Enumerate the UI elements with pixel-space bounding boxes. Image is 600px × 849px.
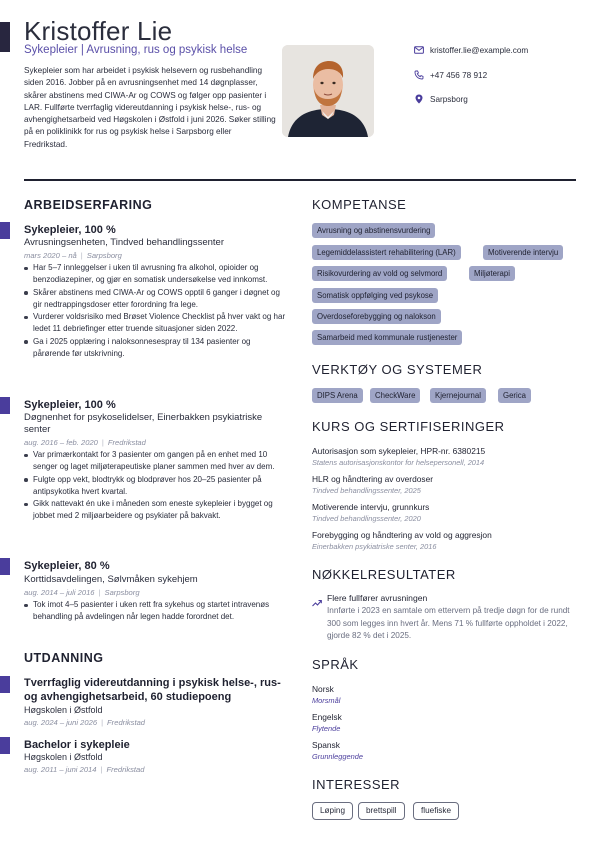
job-bullet: Har 5–7 innleggelser i uken til avrusning fra alkohol, opioider og benzodiazepiner, og gjør en somatisk undersøkelse ved innkomst. [24, 262, 286, 287]
section-title-education: UTDANNING [24, 651, 104, 665]
job-bullet: Tok imot 4–5 pasienter i uken rett fra sykehus og startet intravenøs behandling på avdelingen når legen hadde forordnet det. [24, 599, 286, 624]
interest-tag: fluefiske [413, 802, 459, 820]
education-location: Fredrikstad [107, 718, 146, 727]
trend-up-icon [312, 594, 322, 612]
job-meta: aug. 2016 – feb. 2020 | Fredrikstad [24, 438, 146, 447]
job-dates: aug. 2016 – feb. 2020 [24, 438, 98, 447]
course-org: Einerbakken psykiatriske senter, 2016 [312, 542, 437, 551]
education-meta: aug. 2011 – juni 2014 | Fredrikstad [24, 765, 145, 774]
job-bullets [24, 599, 286, 624]
education-dates: aug. 2024 – juni 2026 [24, 718, 98, 727]
skill-tag: Risikovurdering av vold og selvmord [312, 266, 447, 281]
interest-tag: brettspill [358, 802, 405, 820]
job-location: Fredrikstad [107, 438, 146, 447]
job-dates: mars 2020 – nå [24, 251, 77, 260]
course-title: HLR og håndtering av overdoser [312, 474, 434, 484]
contact-email-text: kristoffer.lie@example.com [430, 45, 529, 55]
job-dates: aug. 2014 – juli 2016 [24, 588, 95, 597]
job-company: Avrusningsenheten, Tindved behandlingssenter [24, 237, 224, 248]
job-bullet: Var primærkontakt for 3 pasienter om gangen på en enhet med 10 senger og laget miljøterapeutiske planer sammen med hver av dem. [24, 449, 286, 474]
job-bullet: Vurderer voldsrisiko med Brøset Violence Checklist på hver vakt og har ledet 11 debriefinger etter truende situasjoner siden 2022. [24, 311, 286, 336]
language-name: Norsk [312, 684, 334, 694]
job-bullets [24, 449, 286, 523]
education-school: Høgskolen i Østfold [24, 752, 103, 762]
job-company: Døgnenhet for psykoselidelser, Einerbakken psykiatriske senter [24, 412, 263, 435]
job-bullets [24, 262, 286, 360]
skill-tag: Miljøterapi [469, 266, 515, 281]
education-title: Tverrfaglig videreutdanning i psykisk helse-, rus- og avhengighetsarbeid, 60 studiepoeng [24, 677, 281, 703]
job-bullet: Fulgte opp vekt, blodtrykk og blodprøver hos 20–25 pasienter på antipsykotika hvert kvartal. [24, 474, 286, 499]
section-title-experience: ARBEIDSERFARING [24, 198, 153, 212]
skill-tag: Legemiddelassistert rehabilitering (LAR) [312, 245, 461, 260]
profile-summary: Sykepleier som har arbeidet i psykisk helsevern og rusbehandling siden 2016. Jobber på en avrusningsenhet med 14 døgnplasser, skårer abstinens med CIWA-Ar og COWS og følger opp pasienter i LAR. Fullførte tverrfaglig videreutdanning i psykisk helse-, rus- og avhengighetsarbeid ved Høgskolen i Østfold i juni 2026. Søker stilling på en poliklinikk for rus og psykisk helse i Sarpsborg eller Fredrikstad. [24, 66, 276, 149]
language-level: Grunnleggende [312, 752, 363, 761]
section-title-results: NØKKELRESULTATER [312, 567, 456, 582]
result-description: Innførte i 2023 en samtale om ettervern på tredje døgn for de rundt 300 som legges inn hvert år. Mens 71 % fullførte oppholdet i 2022, gjorde 82 % det i 2025. [327, 606, 570, 640]
education-school: Høgskolen i Østfold [24, 705, 103, 715]
contact-email[interactable] [414, 45, 528, 55]
job-meta: aug. 2014 – juli 2016 | Sarpsborg [24, 588, 140, 597]
skill-tag: Samarbeid med kommunale rustjenester [312, 330, 462, 345]
section-title-languages: SPRÅK [312, 657, 359, 672]
job-meta: mars 2020 – nå | Sarpsborg [24, 251, 122, 260]
language-name: Spansk [312, 740, 340, 750]
section-title-tools: VERKTØY OG SYSTEMER [312, 362, 483, 377]
language-name: Engelsk [312, 712, 342, 722]
job-marker [0, 397, 10, 414]
education-meta: aug. 2024 – juni 2026 | Fredrikstad [24, 718, 146, 727]
job-company: Korttidsavdelingen, Sølvmåken sykehjem [24, 574, 198, 585]
job-title: Sykepleier, 100 % [24, 224, 116, 236]
tool-tag: Kjernejournal [430, 388, 486, 403]
education-dates: aug. 2011 – juni 2014 [24, 765, 97, 774]
job-bullet: Gikk nattevakt én uke i måneden som eneste sykepleier i bygget og jobbet med 2 miljøarbeidere og psykiater på bakvakt. [24, 498, 286, 523]
contact-location-text: Sarpsborg [430, 94, 468, 104]
map-pin-icon [414, 94, 424, 104]
education-location: Fredrikstad [106, 765, 145, 774]
phone-icon [414, 70, 424, 80]
course-org: Tindved behandlingssenter, 2025 [312, 486, 421, 495]
job-location: Sarpsborg [104, 588, 140, 597]
section-title-interests: INTERESSER [312, 777, 401, 792]
job-marker [0, 222, 10, 239]
section-title-courses: KURS OG SERTIFISERINGER [312, 419, 505, 434]
candidate-subtitle: Sykepleier | Avrusning, rus og psykisk helse [24, 44, 248, 56]
job-bullet: Skårer abstinens med CIWA-Ar og COWS opptil 6 ganger i døgnet og gir nedtrappingsdoser etter forordning fra lege. [24, 287, 286, 312]
contact-phone[interactable] [414, 70, 487, 80]
course-title: Motiverende intervju, grunnkurs [312, 502, 430, 512]
language-level: Morsmål [312, 696, 341, 705]
skill-tag: Avrusning og abstinensvurdering [312, 223, 435, 238]
education-marker [0, 737, 10, 754]
education-title: Bachelor i sykepleie [24, 739, 130, 751]
job-title: Sykepleier, 80 % [24, 560, 110, 572]
contact-location [414, 94, 468, 104]
envelope-icon [414, 45, 424, 55]
language-level: Flytende [312, 724, 341, 733]
result-title: Flere fullfører avrusningen [327, 593, 428, 603]
course-org: Statens autorisasjonskontor for helsepersonell, 2014 [312, 458, 485, 467]
header-accent-bar [0, 22, 10, 52]
tool-tag: CheckWare [370, 388, 420, 403]
course-org: Tindved behandlingssenter, 2020 [312, 514, 421, 523]
skill-tag: Overdoseforebygging og nalokson [312, 309, 441, 324]
job-marker [0, 558, 10, 575]
job-location: Sarpsborg [86, 251, 122, 260]
candidate-name: Kristoffer Lie [24, 16, 173, 46]
job-bullet: Ga i 2025 opplæring i naloksonnesespray til 134 pasienter og pårørende før utskrivning. [24, 336, 286, 361]
skill-tag: Somatisk oppfølging ved psykose [312, 288, 438, 303]
tool-tag: Gerica [498, 388, 531, 403]
education-marker [0, 676, 10, 693]
section-title-skills: KOMPETANSE [312, 197, 407, 212]
header-divider [24, 179, 576, 181]
course-title: Forebygging og håndtering av vold og aggresjon [312, 530, 492, 540]
profile-photo [282, 45, 374, 137]
contact-phone-text: +47 456 78 912 [430, 70, 488, 80]
job-title: Sykepleier, 100 % [24, 399, 116, 411]
interest-tag: Løping [312, 802, 353, 820]
course-title: Autorisasjon som sykepleier, HPR-nr. 6380215 [312, 446, 486, 456]
tool-tag: DIPS Arena [312, 388, 363, 403]
skill-tag: Motiverende intervju [483, 245, 563, 260]
